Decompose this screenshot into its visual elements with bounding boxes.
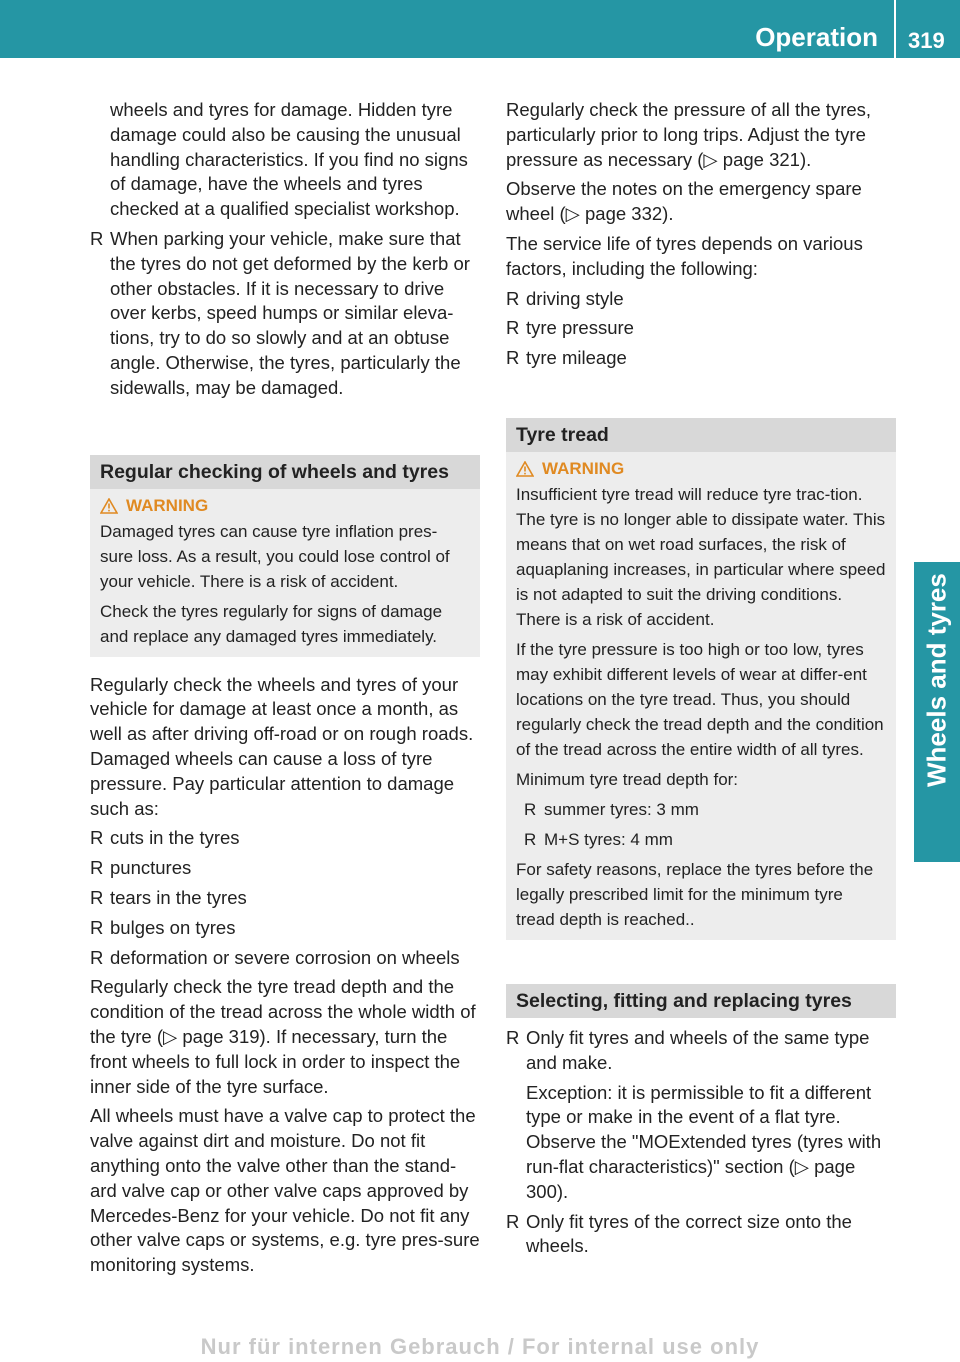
list-item: R driving style bbox=[506, 287, 624, 309]
warning-triangle-icon bbox=[516, 461, 534, 477]
warning-box bbox=[506, 452, 896, 940]
section-title: Operation bbox=[755, 22, 878, 52]
warning-triangle-icon bbox=[100, 498, 118, 514]
warning-title: WARNING bbox=[100, 495, 470, 517]
paragraph: Regularly check the pressure of all the tyres, particularly prior to long trips. Adjust the tyre pressure as necessary (▷ page 321). bbox=[506, 99, 872, 170]
list-item: R tyre pressure bbox=[506, 317, 634, 339]
paragraph: Observe the notes on the emergency spare wheel (▷ page 332). bbox=[506, 178, 862, 225]
list-item: R punctures bbox=[90, 857, 192, 879]
footer-watermark: Nur für internen Gebrauch / For internal use only bbox=[200, 1334, 760, 1359]
warning-title: WARNING bbox=[516, 458, 886, 480]
warning-text: Damaged tyres can cause tyre inflation pres-sure loss. As a result, you could lose control of your vehicle. There is a risk of accident. bbox=[100, 521, 450, 591]
warning-box bbox=[90, 489, 480, 657]
list-item: R Only fit tyres of the correct size onto the wheels. bbox=[506, 1210, 852, 1257]
intro-continuation: wheels and tyres for damage. Hidden tyre damage could also be causing the unusual handling characteristics. If you find no signs of damage, have the wheels and tyres checked at a qualified specialist workshop. bbox=[110, 99, 468, 220]
list-item: R tyre mileage bbox=[506, 347, 627, 369]
paragraph: Regularly check the tyre tread depth and the condition of the tread across the whole width of the tyre (▷ page 319). If necessary, turn the front wheels to full lock in order to inspect the inner side of the tyre surface. bbox=[90, 976, 476, 1097]
right-column bbox=[506, 98, 896, 1264]
list-item: R When parking your vehicle, make sure that the tyres do not get deformed by the kerb or other obstacles. If it is necessary to drive over kerbs, speed humps or similar eleva-tions, try to do so slowly and at an obtuse angle. Otherwise, the tyres, particularly the sidewalls, may be damaged. bbox=[90, 227, 470, 398]
page-number: 319 bbox=[908, 28, 945, 53]
warning-text: Check the tyres regularly for signs of damage and replace any damaged tyres immediately. bbox=[100, 601, 443, 646]
list-item: R summer tyres: 3 mm bbox=[524, 799, 699, 819]
section-heading: Regular checking of wheels and tyres bbox=[90, 455, 480, 489]
list-item: R bulges on tyres bbox=[90, 916, 236, 938]
paragraph: The service life of tyres depends on various factors, including the following: bbox=[506, 232, 863, 279]
list-item: R tears in the tyres bbox=[90, 886, 247, 908]
warning-text: Insufficient tyre tread will reduce tyre trac-tion. The tyre is no longer able to dissipate water. This means that on wet road surfaces, the risk of aquaplaning increases, in particular where speed is not adapted to suit the driving conditions. There is a risk of accident. bbox=[516, 484, 886, 629]
warning-text: For safety reasons, replace the tyres before the legally prescribed limit for the minimum tyre tread depth is reached.. bbox=[516, 859, 874, 929]
chapter-tab-label: Wheels and tyres bbox=[921, 573, 952, 787]
paragraph: All wheels must have a valve cap to protect the valve against dirt and moisture. Do not fit anything onto the valve other than the stand-ard valve cap or other valve caps approved by Mercedes-Benz for your vehicle. Do not fit any other valve caps or systems, e.g. tyre pres-sure monitoring systems. bbox=[90, 1105, 480, 1276]
warning-text: If the tyre pressure is too high or too low, tyres may exhibit different levels of wear at differ-ent locations on the tyre tread. Thus, you should regularly check the tread depth and the condition of the tread across the entire width of all tyres. bbox=[516, 639, 884, 759]
warning-text: Minimum tyre tread depth for: bbox=[516, 769, 739, 789]
section-heading: Tyre tread bbox=[506, 418, 896, 452]
paragraph: Regularly check the wheels and tyres of your vehicle for damage at least once a month, as well as after driving off-road or on rough roads. Damaged wheels can cause a loss of tyre pressure. Pay particular attention to damage such as: bbox=[90, 673, 474, 819]
list-item: R cuts in the tyres bbox=[90, 827, 240, 849]
header-divider bbox=[894, 0, 896, 58]
list-item: R M+S tyres: 4 mm bbox=[524, 829, 673, 849]
left-column bbox=[90, 98, 480, 1283]
list-item: R Only fit tyres and wheels of the same type and make. Exception: it is permissible to fit a different type or make in the event of a flat tyre. Observe the "MOExtended tyres (tyres with run-flat characteristics)" section (▷ page 300). bbox=[506, 1026, 882, 1202]
list-item: R deformation or severe corrosion on wheels bbox=[90, 946, 460, 968]
section-heading: Selecting, fitting and replacing tyres bbox=[506, 984, 896, 1018]
bullet-marker: R bbox=[90, 227, 104, 249]
